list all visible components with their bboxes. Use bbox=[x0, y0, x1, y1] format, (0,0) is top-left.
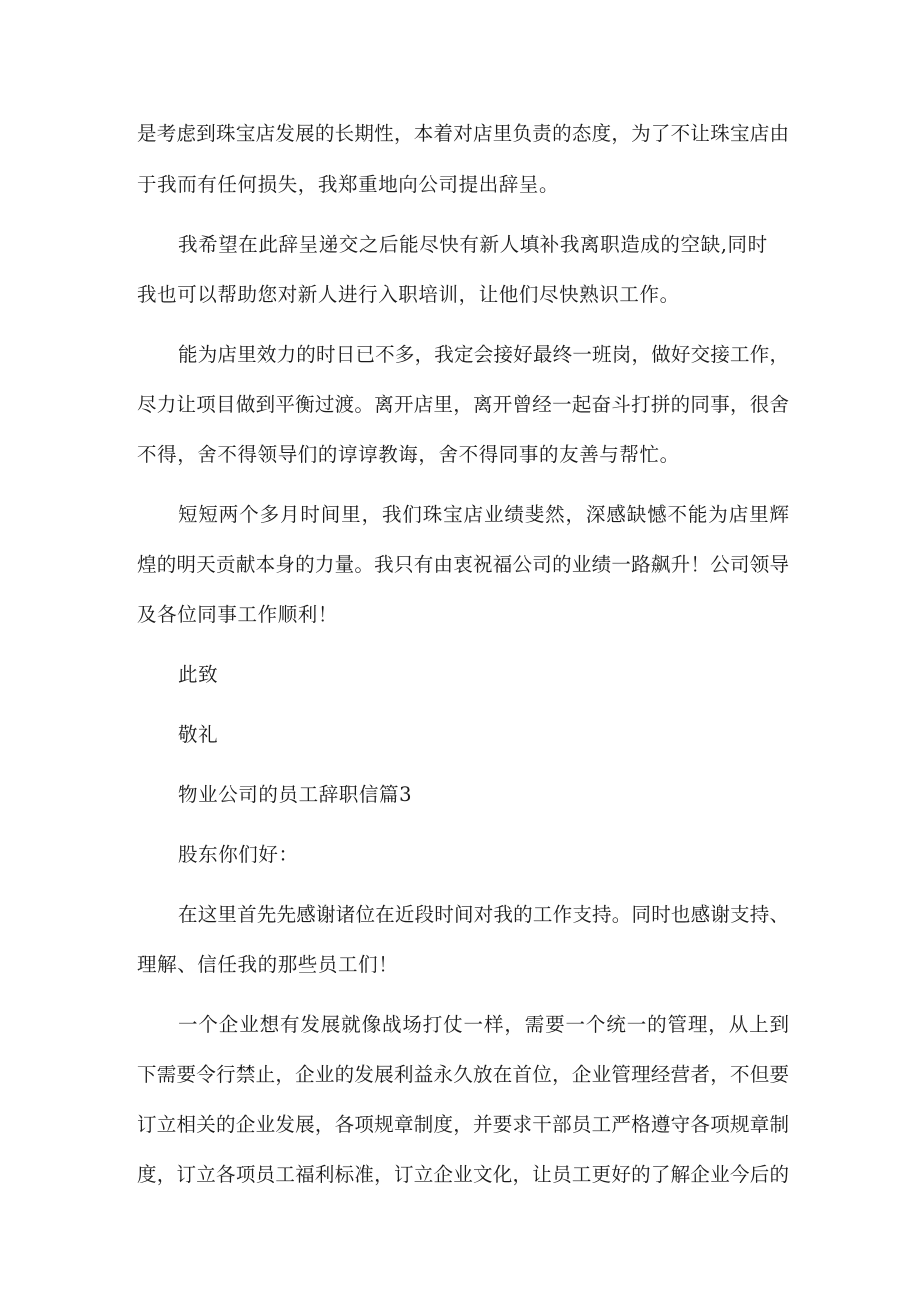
body-line: 下需要令行禁止，企业的发展利益永久放在首位，企业管理经营者，不但要 bbox=[137, 1063, 789, 1086]
body-line: 在这里首先先感谢诸位在近段时间对我的工作支持。同时也感谢支持、 bbox=[178, 903, 789, 926]
salutation: 股东你们好： bbox=[178, 843, 299, 866]
section-title: 物业公司的员工辞职信篇3 bbox=[178, 783, 413, 806]
body-line: 度，订立各项员工福利标准，订立企业文化，让员工更好的了解企业今后的 bbox=[137, 1163, 789, 1186]
body-line: 及各位同事工作顺利！ bbox=[137, 603, 339, 626]
body-line: 我也可以帮助您对新人进行入职培训，让他们尽快熟识工作。 bbox=[137, 283, 680, 306]
body-line: 短短两个多月时间里，我们珠宝店业绩斐然，深感缺憾不能为店里辉 bbox=[178, 503, 789, 526]
body-line: 不得，舍不得领导们的谆谆教诲，舍不得同事的友善与帮忙。 bbox=[137, 443, 680, 466]
body-line: 订立相关的企业发展，各项规章制度，并要求干部员工严格遵守各项规章制 bbox=[137, 1113, 789, 1136]
body-line: 煌的明天贡献本身的力量。我只有由衷祝福公司的业绩一路飙升！公司领导 bbox=[137, 553, 789, 576]
closing-line: 此致 bbox=[178, 663, 219, 686]
body-line: 能为店里效力的时日已不多，我定会接好最终一班岗，做好交接工作， bbox=[178, 343, 789, 366]
body-line: 是考虑到珠宝店发展的长期性，本着对店里负责的态度，为了不让珠宝店由 bbox=[137, 122, 789, 145]
body-line: 于我而有任何损失，我郑重地向公司提出辞呈。 bbox=[137, 173, 560, 196]
body-line: 一个企业想有发展就像战场打仗一样，需要一个统一的管理，从上到 bbox=[178, 1013, 789, 1036]
closing-line: 敬礼 bbox=[178, 723, 219, 746]
body-line: 我希望在此辞呈递交之后能尽快有新人填补我离职造成的空缺,同时 bbox=[178, 233, 768, 256]
body-line: 理解、信任我的那些员工们！ bbox=[137, 953, 399, 976]
body-line: 尽力让项目做到平衡过渡。离开店里，离开曾经一起奋斗打拼的同事，很舍 bbox=[137, 393, 789, 416]
